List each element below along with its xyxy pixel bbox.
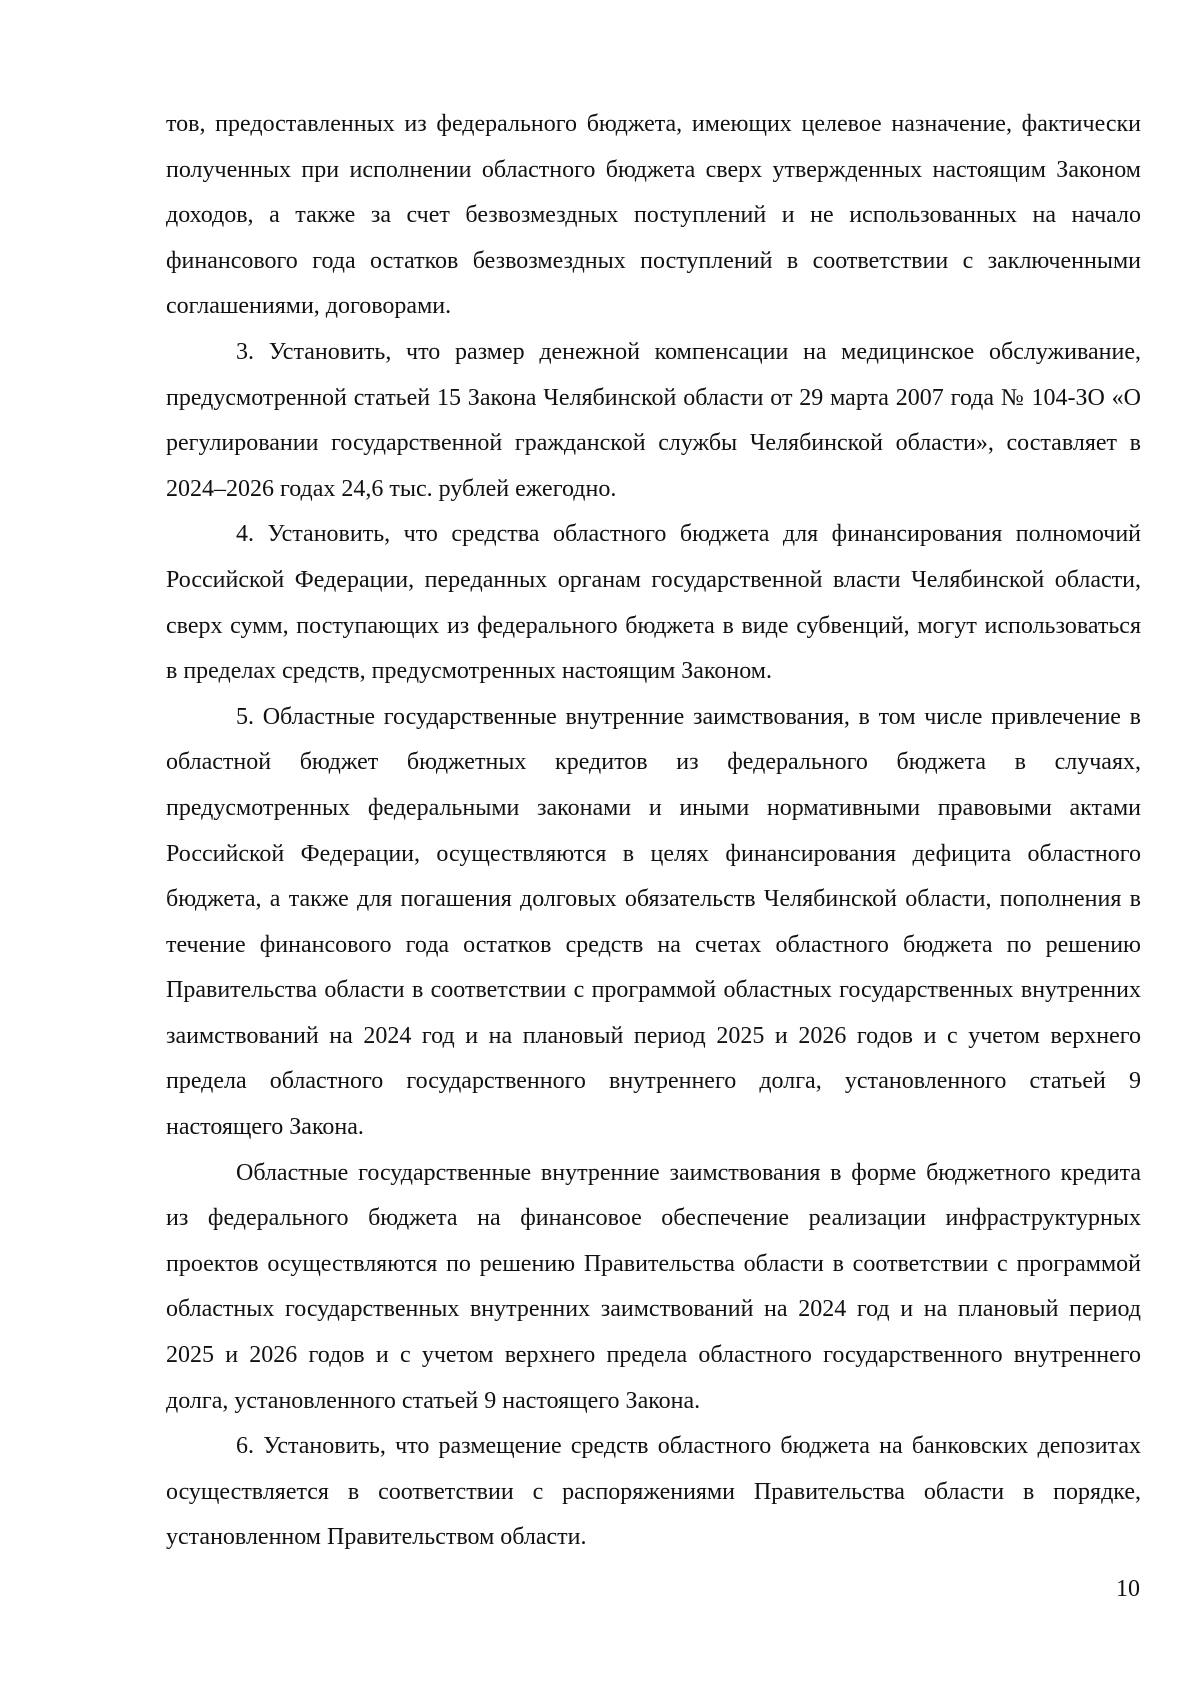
paragraph-item-4: 4. Установить, что средства областного бюджета для финансирования полномочий Российской Федерации, переданных органам государственной власти Челябинской области, сверх сумм, поступающих из федерального бюджета в виде субвенций, могут использоваться в пределах средств, предусмотренных настоящим Законом.: [166, 521, 1141, 685]
paragraph-item-5-continued: Областные государственные внутренние заимствования в форме бюджетного кредита из федерального бюджета на финансовое обеспечение реализации инфраструктурных проектов осуществляются по решению Правительства области в соответствии с программой областных государственных внутренних заимствований на 2024 год и на плановый период 2025 и 2026 годов и с учетом верхнего предела областного государственного внутреннего долга, установленного статьей 9 настоящего Закона.: [166, 1159, 1141, 1414]
document-body: [166, 102, 1141, 1561]
page-number: 10: [1116, 1576, 1140, 1602]
paragraph-item-6: 6. Установить, что размещение средств областного бюджета на банковских депозитах осуществляется в соответствии с распоряжениями Правительства области в порядке, установленном Правительством области.: [166, 1433, 1141, 1551]
paragraph-item-5: 5. Областные государственные внутренние заимствования, в том числе привлечение в областной бюджет бюджетных кредитов из федерального бюджета в случаях, предусмотренных федеральными законами и иными нормативными правовыми актами Российской Федерации, осуществляются в целях финансирования дефицита областного бюджета, а также для погашения долговых обязательств Челябинской области, пополнения в течение финансового года остатков средств на счетах областного бюджета по решению Правительства области в соответствии с программой областных государственных внутренних заимствований на 2024 год и на плановый период 2025 и 2026 годов и с учетом верхнего предела областного государственного внутреннего долга, установленного статьей 9 настоящего Закона.: [166, 703, 1141, 1141]
paragraph-continuation: тов, предоставленных из федерального бюджета, имеющих целевое назначение, фактически полученных при исполнении областного бюджета сверх утвержденных настоящим Законом доходов, а также за счет безвозмездных поступлений и не использованных на начало финансового года остатков безвозмездных поступлений в соответствии с заключенными соглашениями, договорами.: [166, 111, 1141, 320]
paragraph-item-3: 3. Установить, что размер денежной компенсации на медицинское обслуживание, предусмотренной статьей 15 Закона Челябинской области от 29 марта 2007 года № 104-ЗО «О регулировании государственной гражданской службы Челябинской области», составляет в 2024–2026 годах 24,6 тыс. рублей ежегодно.: [166, 338, 1141, 502]
